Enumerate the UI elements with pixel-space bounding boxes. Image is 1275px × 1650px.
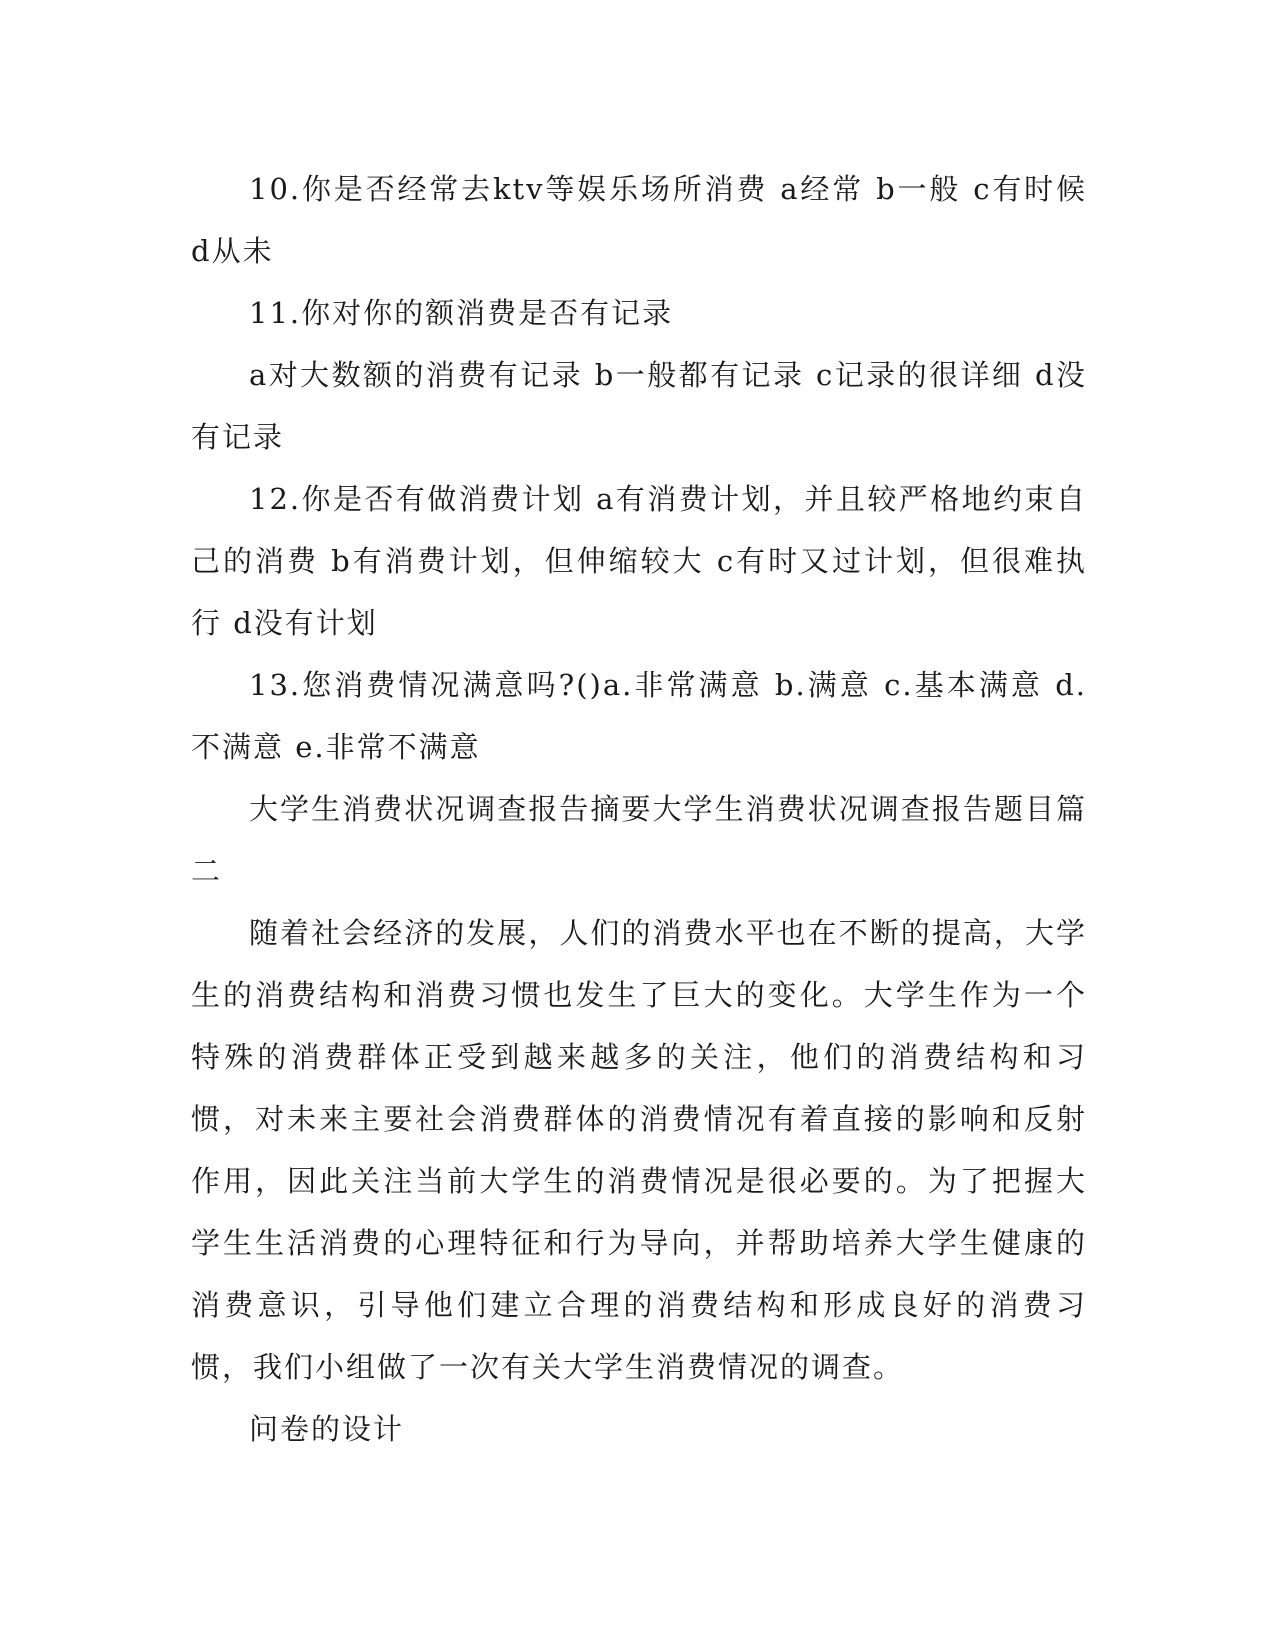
body-paragraph: 随着社会经济的发展，人们的消费水平也在不断的提高，大学生的消费结构和消费习惯也发生了巨大的变化。大学生作为一个特殊的消费群体正受到越来越多的关注，他们的消费结构和习惯，对未来主要社会消费群体的消费情况有着直接的影响和反射作用，因此关注当前大学生的消费情况是很必要的。为了把握大学生生活消费的心理特征和行为导向，并帮助培养大学生健康的消费意识，引导他们建立合理的消费结构和形成良好的消费习惯，我们小组做了一次有关大学生消费情况的调查。	[191, 916, 1087, 1384]
question-13: 13.您消费情况满意吗?()a.非常满意 b.满意 c.基本满意 d.不满意 e.非常不满意	[191, 668, 1087, 764]
document-body	[191, 158, 1087, 1460]
section-heading: 大学生消费状况调查报告摘要大学生消费状况调查报告题目篇二	[191, 792, 1087, 888]
question-11: 11.你对你的额消费是否有记录	[249, 296, 674, 330]
question-10: 10.你是否经常去ktv等娱乐场所消费 a经常 b一般 c有时候 d从未	[191, 172, 1087, 268]
question-11-options: a对大数额的消费有记录 b一般都有记录 c记录的很详细 d没有记录	[191, 358, 1087, 454]
subsection-heading: 问卷的设计	[249, 1412, 405, 1446]
question-12: 12.你是否有做消费计划 a有消费计划，并且较严格地约束自己的消费 b有消费计划，但伸缩较大 c有时又过计划，但很难执行 d没有计划	[191, 482, 1087, 640]
